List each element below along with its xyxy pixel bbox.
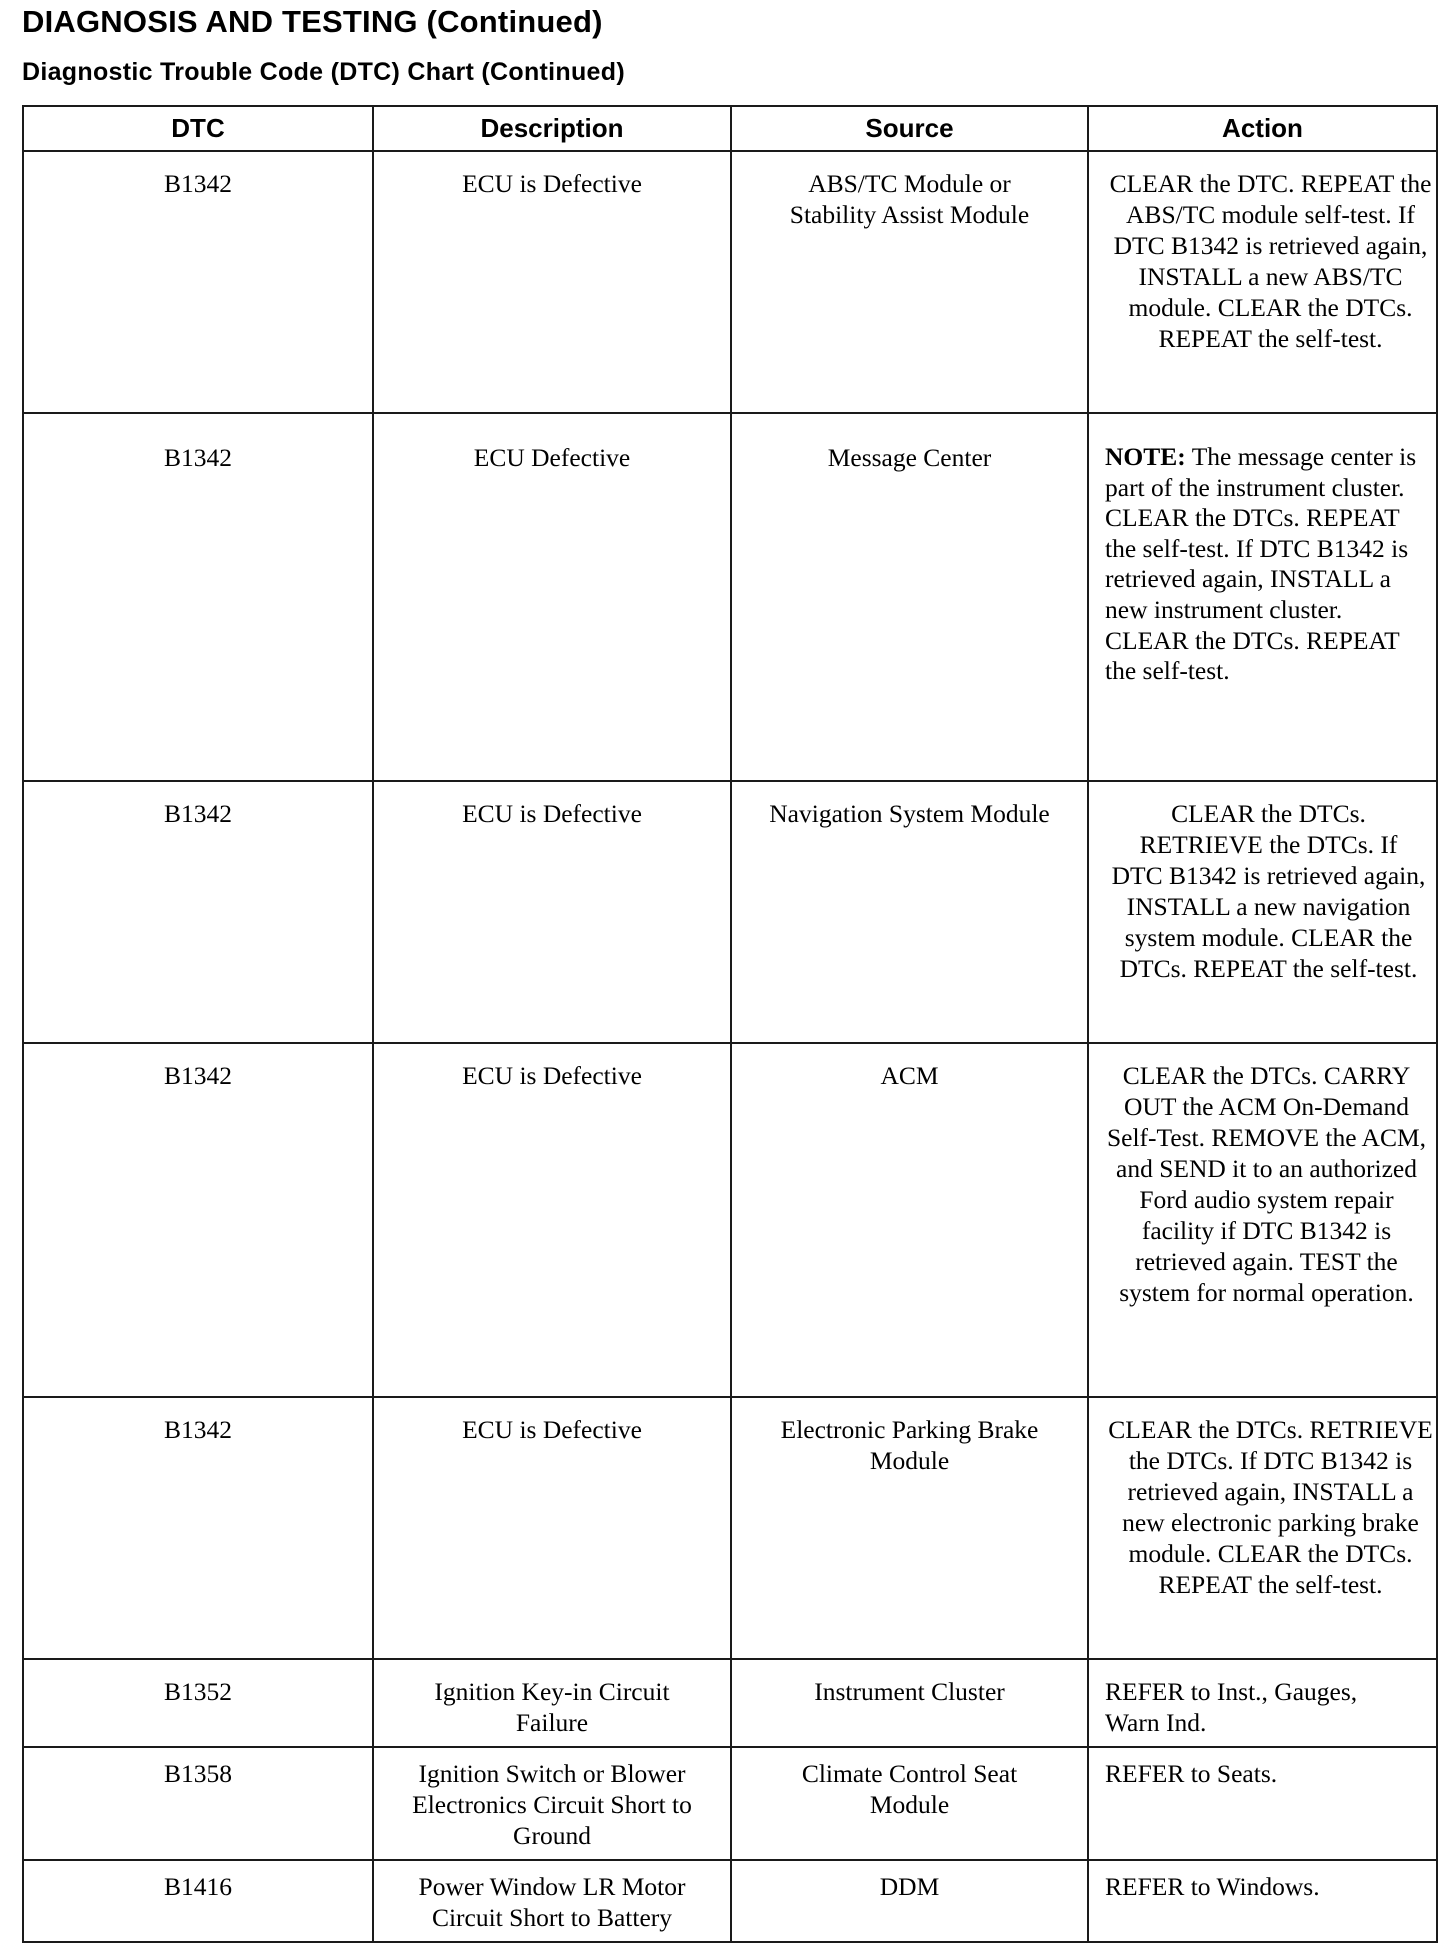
description-cell: Ignition Key-in Circuit Failure xyxy=(373,1659,731,1747)
description-cell: ECU Defective xyxy=(373,413,731,781)
table-row xyxy=(23,781,1437,1043)
action-cell: REFER to Inst., Gauges, Warn Ind. xyxy=(1088,1659,1437,1747)
action-cell: CLEAR the DTCs. RETRIEVE the DTCs. If DTC B1342 is retrieved again, INSTALL a new electronic parking brake module. CLEAR the DTCs. REPEAT the self-test. xyxy=(1088,1397,1437,1659)
source-cell: ACM xyxy=(731,1043,1088,1397)
description-cell: ECU is Defective xyxy=(373,1397,731,1659)
dtc-cell: B1342 xyxy=(23,1043,373,1397)
table-row xyxy=(23,1860,1437,1942)
action-cell: CLEAR the DTC. REPEAT the ABS/TC module self-test. If DTC B1342 is retrieved again, INSTALL a new ABS/TC module. CLEAR the DTCs. REPEAT the self-test. xyxy=(1088,151,1437,413)
table-row xyxy=(23,413,1437,781)
table-row xyxy=(23,1043,1437,1397)
source-cell: Navigation System Module xyxy=(731,781,1088,1043)
table-row xyxy=(23,151,1437,413)
note-text: The message center is part of the instrument cluster. xyxy=(1105,442,1417,502)
source-cell: Climate Control Seat Module xyxy=(731,1747,1088,1860)
action-cell: REFER to Windows. xyxy=(1088,1860,1437,1942)
dtc-cell: B1342 xyxy=(23,781,373,1043)
action-cell: REFER to Seats. xyxy=(1088,1747,1437,1860)
dtc-cell: B1342 xyxy=(23,413,373,781)
note-label: NOTE: xyxy=(1105,442,1186,471)
column-header-source: Source xyxy=(731,106,1088,151)
table-header-row xyxy=(23,106,1437,151)
description-cell: Ignition Switch or Blower Electronics Circuit Short to Ground xyxy=(373,1747,731,1860)
chart-title: Diagnostic Trouble Code (DTC) Chart (Continued) xyxy=(22,58,625,86)
source-cell: Message Center xyxy=(731,413,1088,781)
description-cell: ECU is Defective xyxy=(373,1043,731,1397)
dtc-cell: B1358 xyxy=(23,1747,373,1860)
table-row xyxy=(23,1397,1437,1659)
dtc-cell: B1416 xyxy=(23,1860,373,1942)
page-heading: DIAGNOSIS AND TESTING (Continued) xyxy=(22,4,603,39)
action-cell: CLEAR the DTCs. RETRIEVE the DTCs. If DTC B1342 is retrieved again, INSTALL a new navigation system module. CLEAR the DTCs. REPEAT the self-test. xyxy=(1088,781,1437,1043)
description-cell: Power Window LR Motor Circuit Short to Battery xyxy=(373,1860,731,1942)
column-header-description: Description xyxy=(373,106,731,151)
source-cell: ABS/TC Module or Stability Assist Module xyxy=(731,151,1088,413)
action-cell: CLEAR the DTCs. CARRY OUT the ACM On-Demand Self-Test. REMOVE the ACM, and SEND it to an authorized Ford audio system repair facility if DTC B1342 is retrieved again. TEST the system for normal operation. xyxy=(1088,1043,1437,1397)
description-cell: ECU is Defective xyxy=(373,151,731,413)
source-cell: Instrument Cluster xyxy=(731,1659,1088,1747)
dtc-chart-table xyxy=(22,105,1438,1943)
dtc-cell: B1342 xyxy=(23,1397,373,1659)
table-row xyxy=(23,1659,1437,1747)
source-cell: DDM xyxy=(731,1860,1088,1942)
column-header-action: Action xyxy=(1088,106,1437,151)
table-row xyxy=(23,1747,1437,1860)
dtc-cell: B1342 xyxy=(23,151,373,413)
action-text: CLEAR the DTCs. REPEAT the self-test. If DTC B1342 is retrieved again, INSTALL a new instrument cluster. CLEAR the DTCs. REPEAT the self-test. xyxy=(1105,503,1409,686)
dtc-cell: B1352 xyxy=(23,1659,373,1747)
action-cell xyxy=(1088,413,1437,781)
column-header-dtc: DTC xyxy=(23,106,373,151)
source-cell: Electronic Parking Brake Module xyxy=(731,1397,1088,1659)
description-cell: ECU is Defective xyxy=(373,781,731,1043)
